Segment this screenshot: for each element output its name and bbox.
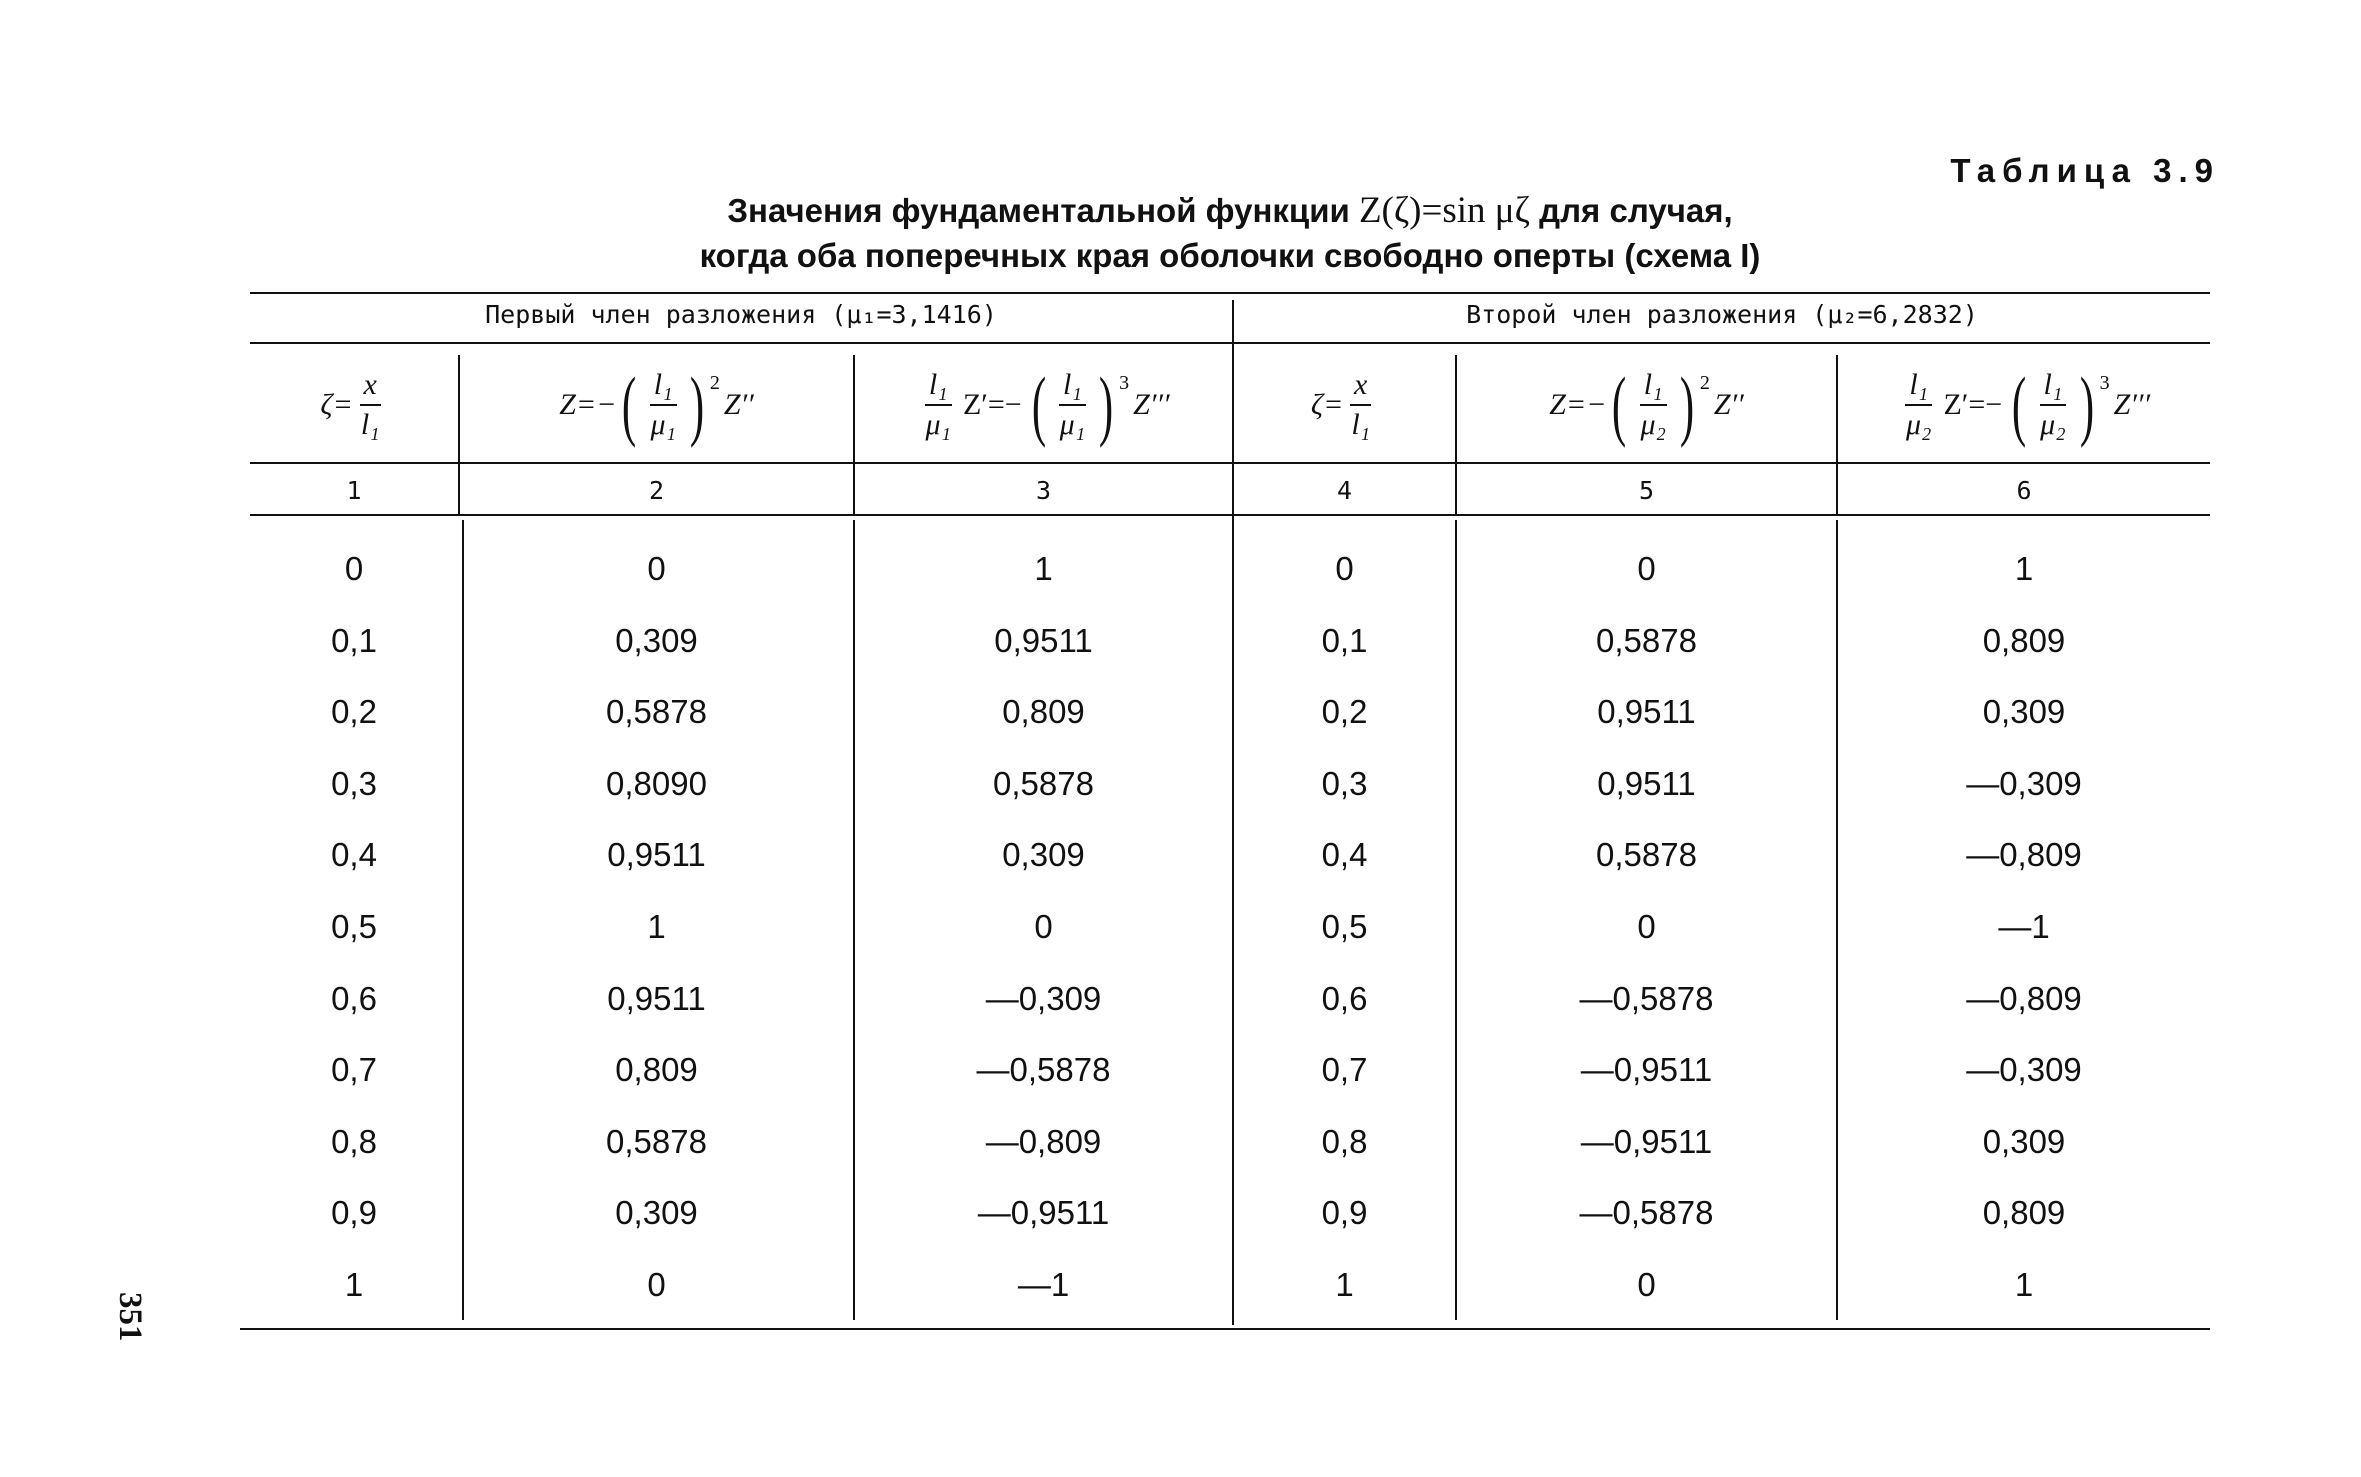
- table-cell: 0: [1637, 1266, 1656, 1303]
- column-number: 4: [1336, 476, 1353, 505]
- group-title-rule: [250, 342, 2210, 344]
- caption-formula: Z(ζ)=sin μζ: [1358, 190, 1530, 231]
- table-cell: 0: [1335, 550, 1354, 587]
- group-2-title: Второй член разложения (μ₂=6,2832): [1466, 300, 1978, 329]
- table-cell: 0,9511: [1597, 764, 1696, 802]
- table-cell: 0,2: [1321, 693, 1368, 731]
- column-number: 2: [648, 476, 665, 505]
- table-cell: —0,5878: [1579, 979, 1714, 1017]
- caption-line-2: когда оба поперечных края оболочки свободно оперты (схема I): [699, 237, 1761, 274]
- column-number: 3: [1035, 476, 1052, 505]
- table-cell: 0,809: [1002, 693, 1085, 731]
- table-cell: 0,809: [615, 1051, 698, 1089]
- group-1-title: Первый член разложения (μ₁=3,1416): [485, 300, 997, 329]
- table-cell: 0,4: [1321, 836, 1368, 874]
- table-cell: 0,309: [615, 1194, 698, 1232]
- table-cell: 0,5878: [993, 764, 1094, 802]
- table-cell: 0,9511: [607, 836, 706, 874]
- caption-line-1: Значения фундаментальной функции Z(ζ)=sin μζ для случая,: [727, 190, 1733, 231]
- table-cell: 1: [2014, 1266, 2034, 1303]
- table-cell: 0,2: [331, 693, 377, 731]
- table-cell: 0: [647, 550, 666, 587]
- column-number: 6: [2016, 476, 2032, 505]
- table-cell: 0,5878: [1596, 621, 1697, 659]
- table-cell: —0,5878: [1579, 1194, 1714, 1232]
- table-cell: 0,6: [331, 979, 377, 1017]
- table-cell: 0: [1637, 550, 1656, 587]
- table-cell: 0,9511: [994, 621, 1093, 659]
- table-cell: 1: [344, 1266, 364, 1303]
- table-cell: 0,8: [1321, 1122, 1368, 1160]
- table-cell: —0,5878: [976, 1051, 1111, 1089]
- table-cell: 0,8: [331, 1122, 377, 1160]
- table-cell: —0,309: [1966, 764, 2082, 802]
- header-z-1: Z=− ( l₁ μ₁ ) 2 Z′′: [559, 361, 754, 448]
- header-zeta-1: ζ= $\frac{x}{\text{l₁}}$: [320, 368, 380, 441]
- page-number: 351: [112, 1292, 148, 1342]
- table-cell: 0,809: [1982, 1194, 2066, 1232]
- table-cell: 0: [647, 1266, 666, 1303]
- table-cell: 1: [1335, 1266, 1354, 1303]
- column-number: 1: [346, 476, 362, 505]
- table-cell: 0,5878: [606, 693, 707, 731]
- table-cell: 0: [1034, 908, 1053, 945]
- table-cell: 0,309: [615, 621, 698, 659]
- header-z-2: Z=− ( l₁ μ₂ ) 2 Z′′: [1549, 361, 1744, 448]
- column-number: 5: [1638, 476, 1655, 505]
- table-cell: 0,9511: [607, 979, 706, 1017]
- table-cell: —1: [1017, 1266, 1070, 1303]
- table-cell: 0: [344, 550, 364, 587]
- table-cell: 0,309: [1982, 1122, 2066, 1160]
- table-cell: 1: [647, 908, 666, 945]
- table-cell: 0,809: [1982, 621, 2066, 659]
- bottom-rule: [240, 1328, 2210, 1330]
- table-cell: 0,7: [1321, 1051, 1368, 1089]
- table-cell: 0,5: [331, 908, 377, 945]
- table-cell: —0,9511: [1580, 1122, 1713, 1160]
- table-cell: —0,9511: [1580, 1051, 1713, 1089]
- table-cell: 0,5878: [1596, 836, 1697, 874]
- table-cell: —0,309: [1966, 1051, 2082, 1089]
- table-cell: 0,5878: [606, 1122, 707, 1160]
- header-z-prime-1: l₁ μ₁ Z′=− ( l₁ μ₁ ) 3 Z′′′: [925, 361, 1170, 448]
- header-z-prime-2: l₁ μ₂ Z′=− ( l₁ μ₂ ) 3 Z′′′: [1905, 361, 2151, 448]
- table-cell: —0,809: [1966, 979, 2082, 1017]
- top-rule: [250, 292, 2210, 294]
- table-cell: —0,809: [985, 1122, 1102, 1160]
- table-cell: —0,809: [1966, 836, 2082, 874]
- table-cell: 0,9: [1321, 1194, 1368, 1232]
- table-cell: 0,3: [331, 764, 377, 802]
- table-cell: 0,5: [1321, 908, 1368, 945]
- table-cell: 0,4: [331, 836, 377, 874]
- table-cell: —0,9511: [977, 1194, 1110, 1232]
- table-cell: 0,9: [331, 1194, 377, 1232]
- table-cell: 0,8090: [606, 764, 707, 802]
- column-number-rule: [250, 514, 2210, 516]
- table-cell: 0,1: [1321, 621, 1368, 659]
- header-zeta-2: ζ= $\frac{x}{\text{l₁}}$: [1310, 368, 1371, 441]
- table-cell: 0,6: [1321, 979, 1368, 1017]
- table-cell: 0: [1637, 908, 1656, 945]
- table-cell: 1: [1034, 550, 1053, 587]
- table-caption: [250, 188, 2210, 278]
- table-number-label: Таблица 3.9: [1950, 152, 2220, 189]
- table-cell: —1: [1998, 908, 2050, 945]
- table-cell: —0,309: [985, 979, 1102, 1017]
- table-cell: 0,7: [331, 1051, 377, 1089]
- table-cell: 0,9511: [1597, 693, 1696, 731]
- header-rule: [250, 462, 2210, 464]
- table-cell: 0,1: [331, 621, 377, 659]
- table-cell: 0,3: [1321, 764, 1368, 802]
- table-cell: 0,309: [1982, 693, 2066, 731]
- table-cell: 0,309: [1002, 836, 1085, 874]
- table-cell: 1: [2014, 550, 2034, 587]
